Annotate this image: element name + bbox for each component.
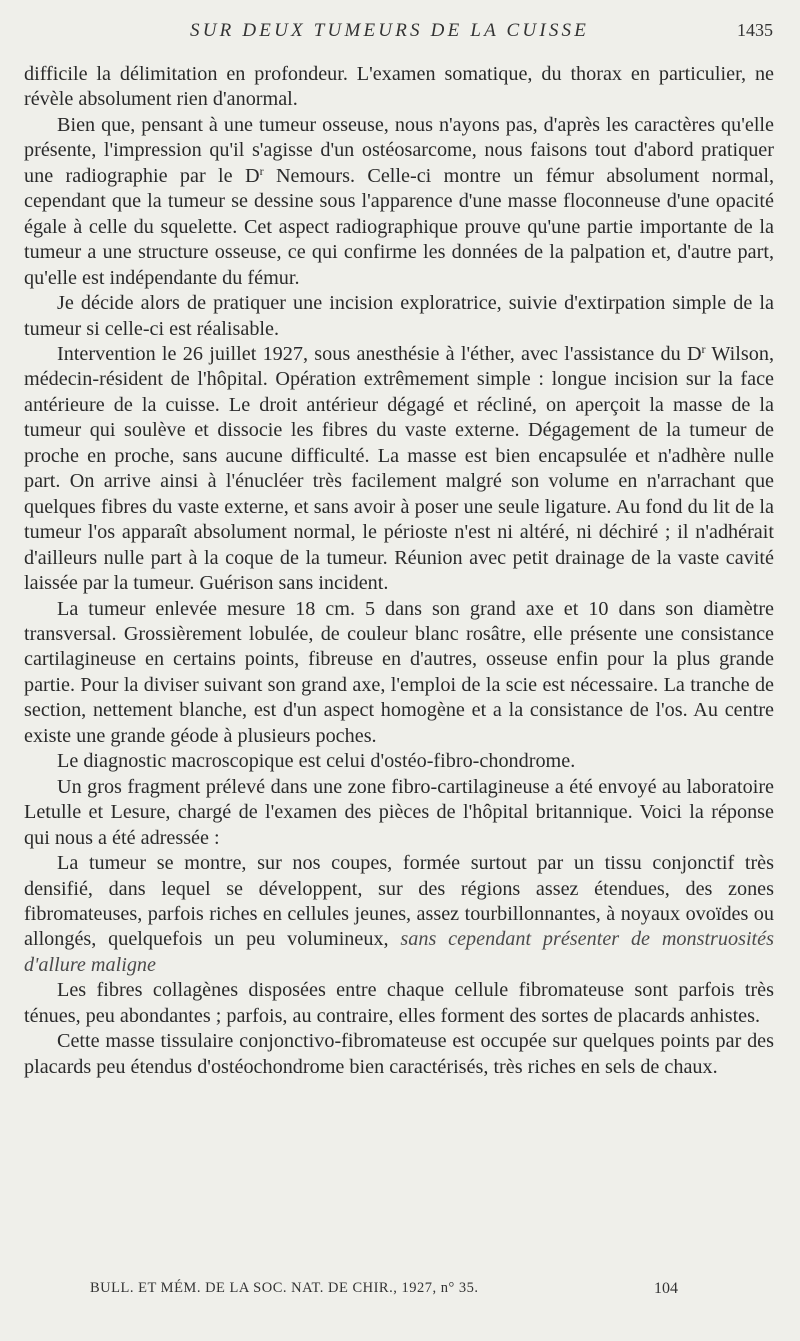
paragraph-text: Bien que, pensant à une tumeur osseuse, nous n'ayons pas, d'après les caractères qu'elle présente, l'impression qu'il s'agisse d'un ostéosarcome, nous faisons tout d'abord pratiquer une radiographie par le D <box>24 113 774 187</box>
paragraph-text: Intervention le 26 juillet 1927, sous anesthésie à l'éther, avec l'assistance du D <box>57 342 702 365</box>
paragraph-text: La tumeur enlevée mesure 18 cm. 5 dans son grand axe et 10 dans son diamètre transversal. Grossièrement lobulée, de couleur blanc rosâtre, elle présente une consistance cartilagineuse en certains points, fibreuse en d'autres, osseuse enfin pour la plus grande partie. Pour la diviser suivant son grand axe, l'emploi de la scie est nécessaire. La tranche de section, nettement blanche, est d'un aspect homogène et a la consistance de l'os. Au centre existe une grande géode à plusieurs poches. <box>24 597 774 747</box>
page-footer <box>90 1280 690 1304</box>
paragraph-text: Les fibres collagènes disposées entre chaque cellule fibromateuse sont parfois très ténues, peu abondantes ; parfois, au contraire, elles forment des sortes de placards anhistes. <box>24 979 774 1027</box>
paragraph <box>24 291 774 342</box>
paragraph-text: Je décide alors de pratiquer une incision exploratrice, suivie d'extirpation simple de la tumeur si celle-ci est réalisable. <box>24 292 774 340</box>
running-header <box>0 18 800 48</box>
paragraph-text: Le diagnostic macroscopique est celui d'ostéo-fibro-chondrome. <box>57 750 576 773</box>
paragraph <box>24 775 774 851</box>
paragraph-text: Nemours. Celle-ci montre un fémur absolument normal, cependant que la tumeur se dessine sous l'apparence d'une masse floconneuse d'une opacité égale à celle du squelette. Cet aspect radiographique prouve qu'une partie importante de la tumeur a une structure osseuse, ce qui confirme les données de la palpation et, d'autre part, qu'elle est indépendante du fémur. <box>24 164 774 289</box>
paragraph <box>24 113 774 291</box>
superscript: r <box>259 163 264 178</box>
quoted-paragraph <box>24 1029 774 1080</box>
quoted-paragraph <box>24 851 774 978</box>
paragraph <box>24 597 774 750</box>
paragraph <box>24 342 774 597</box>
sheet-number: 104 <box>654 1280 678 1297</box>
paragraph-text: Cette masse tissulaire conjonctivo-fibromateuse est occupée sur quelques points par des placards peu étendus d'ostéochondrome bien caractérisés, très riches en sels de chaux. <box>24 1030 774 1078</box>
quoted-paragraph <box>24 978 774 1029</box>
paragraph <box>24 62 774 113</box>
italic-phrase: sans cependant présenter de monstruosités d'allure maligne <box>24 928 774 976</box>
journal-citation: BULL. ET MÉM. DE LA SOC. NAT. DE CHIR., 1927, n° 35. <box>90 1280 479 1296</box>
paragraph <box>24 749 774 774</box>
running-title: SUR DEUX TUMEURS DE LA CUISSE <box>190 20 590 41</box>
superscript: r <box>701 341 706 356</box>
paragraph-text: Un gros fragment prélevé dans une zone fibro-cartilagineuse a été envoyé au laboratoire Letulle et Lesure, chargé de l'examen des pièces de l'hôpital britannique. Voici la réponse qui nous a été adressée : <box>24 775 774 849</box>
body-text <box>24 62 774 1080</box>
paragraph-text: Wilson, médecin-résident de l'hôpital. Opération extrêmement simple : longue incision sur la face antérieure de la cuisse. Le droit antérieur dégagé et récliné, on aperçoit la masse de la tumeur qui soulève et dissocie les fibres du vaste externe. Dégagement de la tumeur de proche en proche, sans aucune difficulté. La masse est bien encapsulée et n'adhère nulle part. On arrive ainsi à l'énucléer très facilement malgré son volume en n'arrachant que quelques fibres du vaste externe, et sans avoir à poser une seule ligature. Au fond du lit de la tumeur l'os apparaît absolument normal, le périoste n'est ni altéré, ni déchiré ; il n'adhérait d'ailleurs nulle part à la coque de la tumeur. Réunion avec petit drainage de la vaste cavité laissée par la tumeur. Guérison sans incident. <box>24 342 774 595</box>
paragraph-text: difficile la délimitation en profondeur. L'examen somatique, du thorax en particulier, ne révèle absolument rien d'anormal. <box>24 63 774 111</box>
page-number: 1435 <box>737 20 773 40</box>
paragraph-text: La tumeur se montre, sur nos coupes, formée surtout par un tissu conjonctif très densifié, dans lequel se développent, sur des régions assez étendues, des zones fibromateuses, parfois riches en cellules jeunes, assez tourbillonnantes, à noyaux ovoïdes ou allongés, quelquefois un peu volumineux, <box>24 852 774 951</box>
